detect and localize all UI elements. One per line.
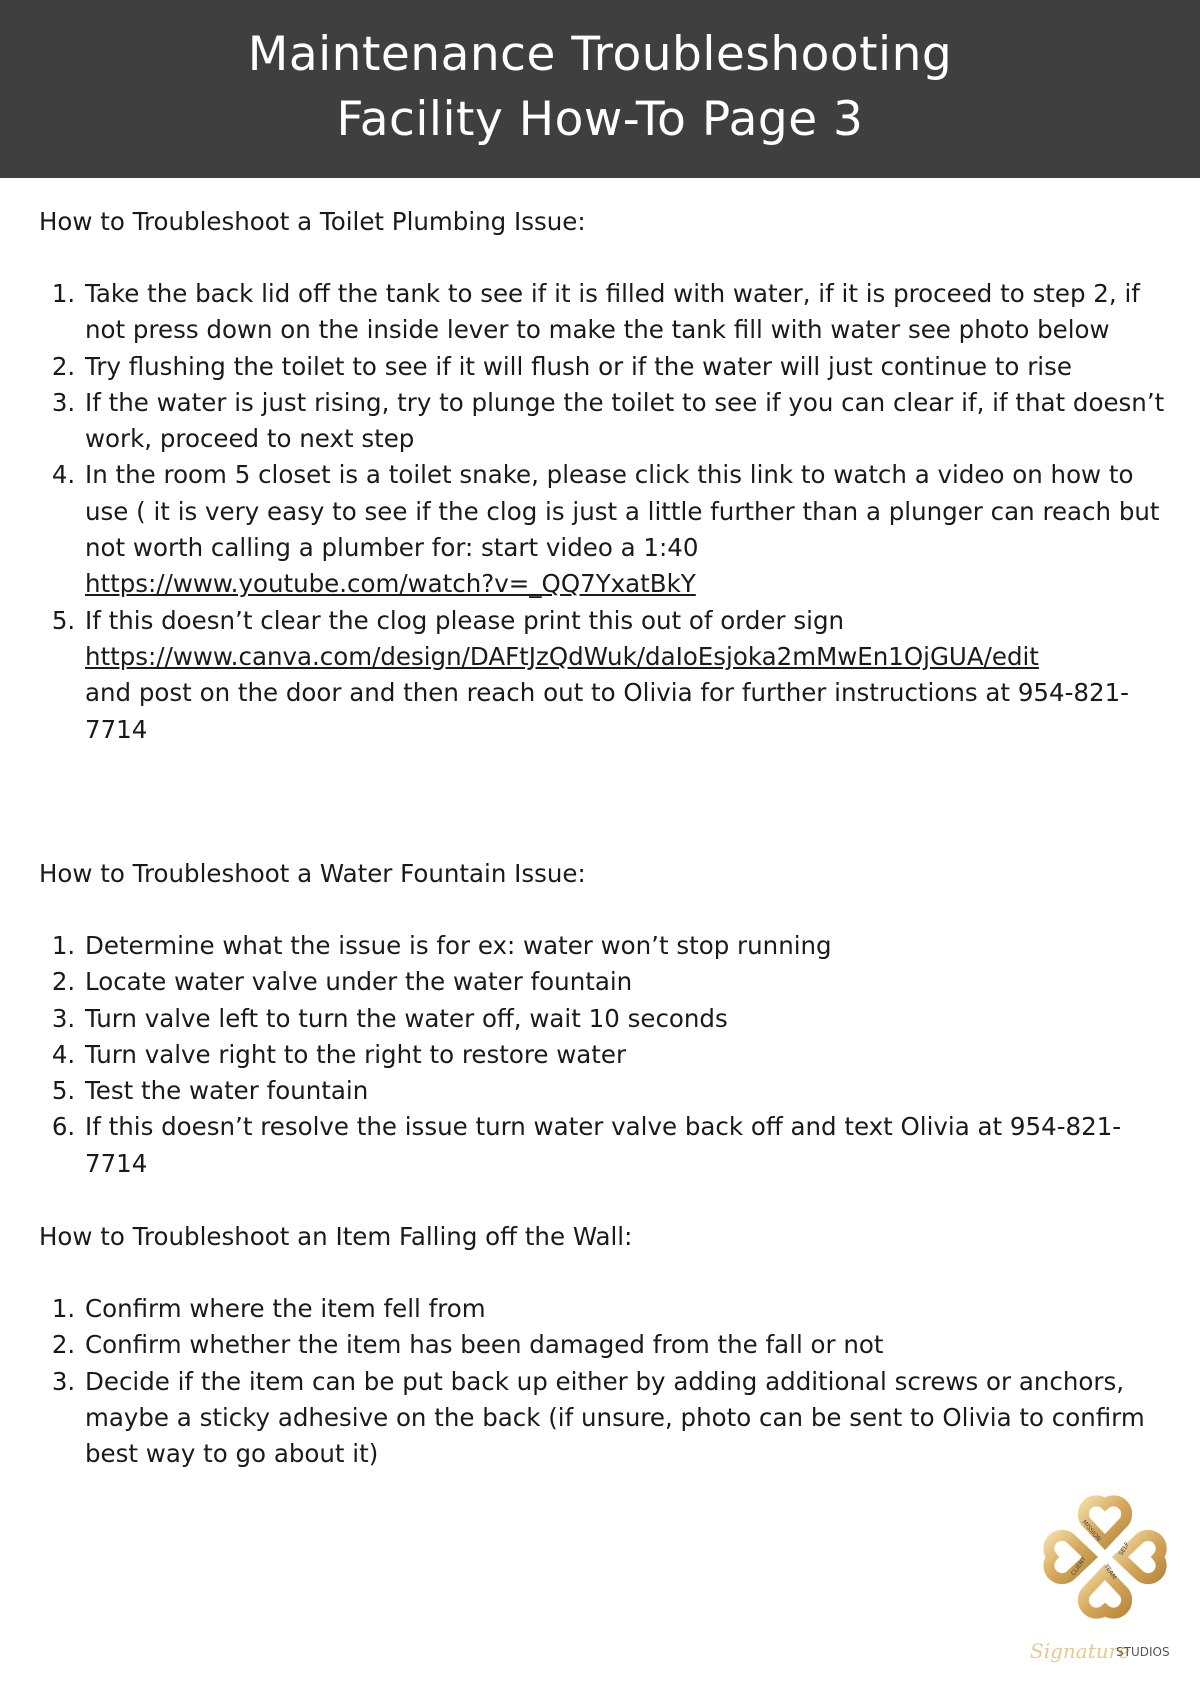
list-item: 3. If the water is just rising, try to plunge the toilet to see if you can clear if, if that doesn’t work, proceed to next step	[83, 385, 1169, 458]
logo-script: Signature	[1030, 1639, 1131, 1663]
list-item: 1. Determine what the issue is for ex: water won’t stop running	[83, 928, 1169, 964]
section-heading: How to Troubleshoot an Item Falling off the Wall:	[39, 1222, 633, 1251]
list-item: 3. Decide if the item can be put back up either by adding additional screws or anchors, maybe a sticky adhesive on the back (if unsure, photo can be sent to Olivia to confirm best way to go about it)	[83, 1364, 1169, 1473]
logo-word: TEAM	[1102, 1563, 1118, 1581]
list-item: 1. Confirm where the item fell from	[83, 1291, 1169, 1327]
list-item: 3. Turn valve left to turn the water off, wait 10 seconds	[83, 1001, 1169, 1037]
list-item: 2. Confirm whether the item has been damaged from the fall or not	[83, 1327, 1169, 1363]
step-text: In the room 5 closet is a toilet snake, please click this link to watch a video on how to use ( it is very easy to see if the clog is just a little further than a plunger can reach but not worth calling a plumber for: start video a 1:40	[85, 460, 1160, 563]
logo-word: CLIENT	[1069, 1555, 1088, 1578]
step-text: and post on the door and then reach out to Olivia for further instructions at 954-821-7714	[85, 678, 1130, 744]
step-text: If this doesn’t clear the clog please print this out of order sign	[85, 605, 845, 635]
toilet-section	[39, 204, 1169, 748]
youtube-link[interactable]: https://www.youtube.com/watch?v=_QQ7YxatBkY	[85, 569, 696, 599]
water-fountain-section	[39, 856, 1169, 1182]
list-item: 1. Take the back lid off the tank to see if it is filled with water, if it is proceed to step 2, if not press down on the inside lever to make the tank fill with water see photo below	[83, 276, 1169, 349]
logo-word: MISSION	[1080, 1518, 1103, 1543]
list-item: 4. Turn valve right to the right to restore water	[83, 1037, 1169, 1073]
canva-link[interactable]: https://www.canva.com/design/DAFtJzQdWuk/daIoEsjoka2mMwEn1OjGUA/edit	[85, 641, 1039, 671]
list-item: 2. Try flushing the toilet to see if it will flush or if the water will just continue to rise	[83, 349, 1169, 385]
logo-brand: STUDIOS	[1116, 1645, 1170, 1659]
page-title-line-1: Maintenance Troubleshooting	[247, 27, 953, 82]
list-item	[83, 603, 1169, 748]
signature-studios-logo	[1030, 1480, 1180, 1680]
heart-clover-icon	[1049, 1501, 1161, 1613]
page-header	[0, 0, 1200, 178]
list-item: 5. Test the water fountain	[83, 1073, 1169, 1109]
list-item: 6. If this doesn’t resolve the issue turn water valve back off and text Olivia at 954-821-7714	[83, 1109, 1169, 1182]
section-heading: How to Troubleshoot a Water Fountain Issue:	[39, 859, 586, 888]
page-title-line-2: Facility How-To Page 3	[336, 92, 864, 147]
list-item: 2. Locate water valve under the water fountain	[83, 964, 1169, 1000]
logo-word: SELF	[1117, 1541, 1131, 1557]
list-item	[83, 457, 1169, 602]
wall-item-section	[39, 1219, 1169, 1472]
section-heading: How to Troubleshoot a Toilet Plumbing Issue:	[39, 207, 586, 236]
